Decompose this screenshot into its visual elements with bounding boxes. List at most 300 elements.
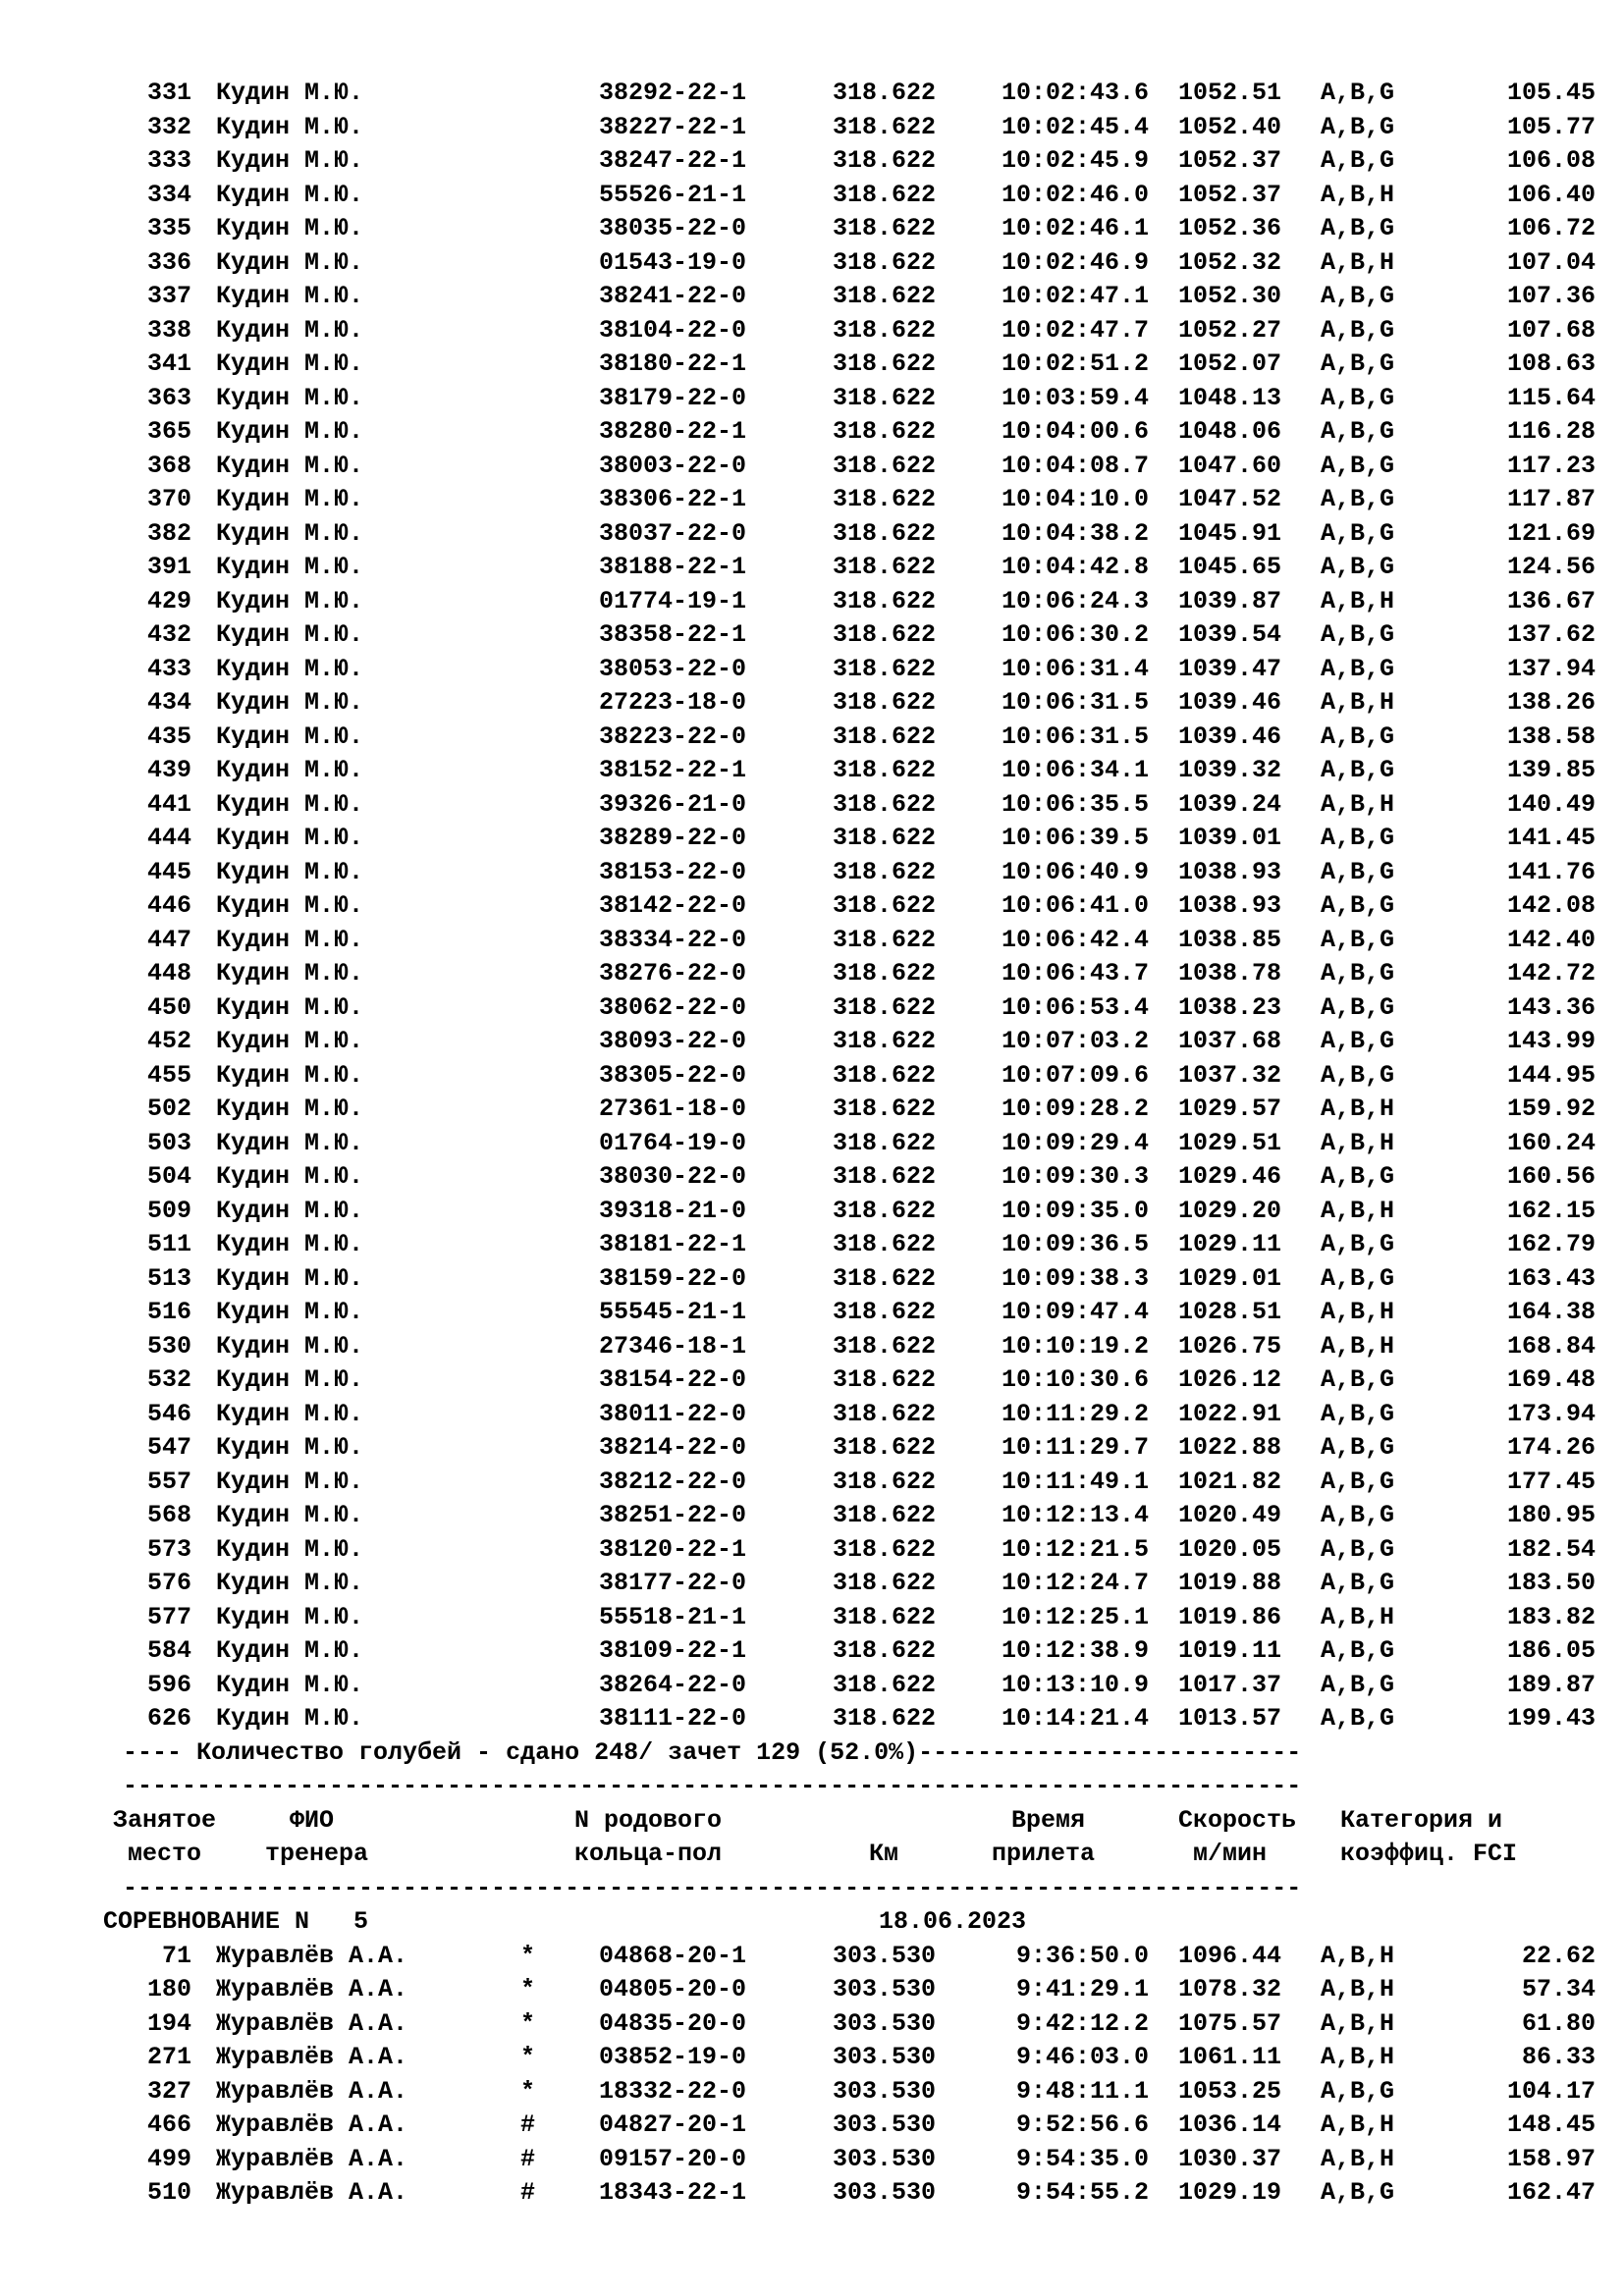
arrival-time: 10:09:47.4 [1001,1298,1149,1326]
place: 382 [146,518,191,548]
trainer-name: Журавлёв А.А. [216,2110,408,2139]
fci-coefficient: 107.04 [1506,247,1596,277]
column-header-row-1 [113,1804,1596,1839]
category: A,B,G [1321,1263,1395,1293]
category: A,B,G [1321,383,1395,412]
header-category: Категория и [1340,1805,1503,1835]
category: A,B,G [1321,214,1395,242]
table-row [123,1499,1596,1533]
distance: 318.622 [833,417,937,446]
distance: 318.622 [833,146,937,175]
table-row [123,1195,1596,1229]
place: 429 [146,586,191,615]
arrival-time: 10:03:59.4 [1001,383,1149,412]
arrival-time: 10:06:53.4 [1001,992,1149,1022]
speed: 1037.68 [1178,1027,1282,1055]
trainer-name: Кудин М.Ю. [216,1060,364,1090]
header-place-2: место [128,1840,202,1868]
category: A,B,G [1321,1636,1395,1665]
table-row [123,2007,1596,2042]
trainer-name: Кудин М.Ю. [216,1670,364,1699]
ring-number: 38142-22-0 [599,891,747,920]
ring-number: 27361-18-0 [599,1095,747,1123]
arrival-time: 10:11:49.1 [1001,1467,1149,1496]
header-ring: N родового [574,1805,723,1835]
table-row [123,111,1596,145]
place: 513 [146,1263,191,1293]
place: 180 [146,1975,191,2003]
table-row [123,788,1596,823]
ring-number: 38280-22-1 [599,417,747,446]
arrival-time: 9:48:11.1 [1015,2076,1149,2106]
distance: 318.622 [833,1196,937,1225]
distance: 318.622 [833,688,937,717]
table-row [123,754,1596,788]
ring-number: 01543-19-0 [599,247,747,277]
place: 334 [146,180,191,209]
distance: 318.622 [833,1027,937,1055]
fci-coefficient: 183.50 [1506,1569,1596,1597]
fci-coefficient: 159.92 [1506,1095,1596,1123]
place: 363 [146,383,191,412]
mark: * [520,2008,536,2038]
place: 332 [146,112,191,141]
place: 432 [146,620,191,649]
speed: 1048.06 [1178,417,1282,446]
category: A,B,G [1321,1467,1395,1496]
place: 435 [146,721,191,751]
category: A,B,H [1321,247,1395,277]
fci-coefficient: 180.95 [1506,1501,1596,1529]
ring-number: 38153-22-0 [599,857,747,886]
speed: 1039.87 [1178,586,1282,615]
fci-coefficient: 140.49 [1506,789,1596,819]
category: A,B,H [1321,1941,1395,1970]
ring-number: 04827-20-1 [599,2110,747,2139]
trainer-name: Кудин М.Ю. [216,654,364,683]
fci-coefficient: 104.17 [1506,2076,1596,2106]
distance: 318.622 [833,1128,937,1157]
fci-coefficient: 105.45 [1506,79,1596,107]
distance: 318.622 [833,315,937,345]
category: A,B,G [1321,146,1395,175]
table-row [123,1634,1596,1669]
distance: 318.622 [833,756,937,784]
distance: 303.530 [833,2178,937,2207]
speed: 1047.52 [1178,485,1282,513]
trainer-name: Кудин М.Ю. [216,1230,364,1258]
trainer-name: Кудин М.Ю. [216,824,364,852]
distance: 303.530 [833,2043,937,2071]
ring-number: 55545-21-1 [599,1298,747,1326]
speed: 1029.51 [1178,1128,1282,1157]
mark: # [520,2178,536,2207]
trainer-name: Кудин М.Ю. [216,1501,364,1529]
category: A,B,G [1321,1399,1395,1428]
speed: 1039.47 [1178,654,1282,683]
speed: 1039.01 [1178,824,1282,852]
ring-number: 04868-20-1 [599,1941,747,1970]
category: A,B,H [1321,2043,1395,2071]
mark: # [520,2110,536,2139]
speed: 1052.07 [1178,349,1282,378]
ring-number: 38306-22-1 [599,485,747,513]
table-row [123,1940,1596,1974]
fci-coefficient: 177.45 [1506,1467,1596,1496]
speed: 1020.05 [1178,1534,1282,1564]
distance: 303.530 [833,1941,937,1970]
place: 596 [146,1670,191,1699]
fci-coefficient: 106.40 [1506,180,1596,209]
category: A,B,G [1321,1027,1395,1055]
category: A,B,G [1321,282,1395,310]
table-row [123,585,1596,619]
trainer-name: Кудин М.Ю. [216,1704,364,1733]
speed: 1045.91 [1178,518,1282,548]
arrival-time: 10:02:43.6 [1001,79,1149,107]
fci-coefficient: 108.63 [1506,349,1596,378]
arrival-time: 10:02:47.7 [1001,315,1149,345]
distance: 318.622 [833,857,937,886]
speed: 1038.93 [1178,891,1282,920]
mark: * [520,1941,536,1970]
fci-coefficient: 160.56 [1506,1162,1596,1191]
distance: 318.622 [833,1433,937,1462]
table-row [123,415,1596,450]
category: A,B,G [1321,857,1395,886]
speed: 1038.85 [1178,925,1282,954]
place: 503 [146,1128,191,1157]
ring-number: 38111-22-0 [599,1704,747,1733]
category: A,B,G [1321,721,1395,751]
fci-coefficient: 143.99 [1506,1027,1596,1055]
competition-title: СОРЕВНОВАНИЕ N 5 [103,1907,369,1936]
speed: 1021.82 [1178,1467,1282,1496]
arrival-time: 10:09:35.0 [1001,1196,1149,1225]
trainer-name: Кудин М.Ю. [216,1263,364,1293]
category: A,B,G [1321,2076,1395,2106]
trainer-name: Кудин М.Ю. [216,553,364,581]
arrival-time: 10:02:45.9 [1001,146,1149,175]
speed: 1022.91 [1178,1399,1282,1428]
place: 439 [146,756,191,784]
speed: 1078.32 [1178,1975,1282,2003]
arrival-time: 10:02:46.9 [1001,247,1149,277]
speed: 1029.11 [1178,1230,1282,1258]
header-category-2: коэффиц. FCI [1340,1840,1518,1868]
ring-number: 38053-22-0 [599,654,747,683]
arrival-time: 10:12:13.4 [1001,1501,1149,1529]
distance: 318.622 [833,451,937,480]
category: A,B,G [1321,1060,1395,1090]
ring-number: 01774-19-1 [599,586,747,615]
category: A,B,G [1321,1230,1395,1258]
place: 365 [146,417,191,446]
trainer-name: Кудин М.Ю. [216,146,364,175]
ring-number: 38177-22-0 [599,1569,747,1597]
speed: 1052.30 [1178,282,1282,310]
ring-number: 38037-22-0 [599,518,747,548]
summary-line: ---- Количество голубей - сдано 248/ зачет 129 (52.0%)-------------------------- [123,1737,1302,1767]
place: 434 [146,688,191,717]
ring-number: 38035-22-0 [599,214,747,242]
ring-number: 27346-18-1 [599,1331,747,1361]
speed: 1052.40 [1178,112,1282,141]
ring-number: 38223-22-0 [599,721,747,751]
place: 327 [146,2076,191,2106]
fci-coefficient: 144.95 [1506,1060,1596,1090]
trainer-name: Журавлёв А.А. [216,1941,408,1970]
fci-coefficient: 141.76 [1506,857,1596,886]
ring-number: 38180-22-1 [599,349,747,378]
speed: 1026.12 [1178,1365,1282,1394]
table-row [123,212,1596,246]
place: 447 [146,925,191,954]
header-name: ФИО [290,1805,335,1835]
trainer-name: Кудин М.Ю. [216,1467,364,1496]
speed: 1019.88 [1178,1569,1282,1597]
ring-number: 38247-22-1 [599,146,747,175]
speed: 1029.19 [1178,2178,1282,2207]
trainer-name: Кудин М.Ю. [216,349,364,378]
fci-coefficient: 189.87 [1506,1670,1596,1699]
trainer-name: Кудин М.Ю. [216,214,364,242]
arrival-time: 10:06:34.1 [1001,756,1149,784]
table-row [123,1093,1596,1127]
category: A,B,H [1321,1196,1395,1225]
ring-number: 38276-22-0 [599,959,747,988]
ring-number: 55526-21-1 [599,180,747,209]
table-row [123,1601,1596,1635]
place: 577 [146,1602,191,1631]
trainer-name: Кудин М.Ю. [216,247,364,277]
table-row [123,2041,1596,2075]
distance: 318.622 [833,1162,937,1191]
speed: 1038.23 [1178,992,1282,1022]
table-row [123,2109,1596,2143]
trainer-name: Кудин М.Ю. [216,756,364,784]
header-time: Время [1011,1805,1086,1835]
fci-coefficient: 199.43 [1506,1704,1596,1733]
fci-coefficient: 182.54 [1506,1534,1596,1564]
place: 271 [146,2043,191,2071]
fci-coefficient: 142.72 [1506,959,1596,988]
distance: 318.622 [833,1704,937,1733]
ring-number: 38264-22-0 [599,1670,747,1699]
table-row [123,314,1596,348]
speed: 1013.57 [1178,1704,1282,1733]
table-row [123,144,1596,179]
arrival-time: 10:14:21.4 [1001,1704,1149,1733]
trainer-name: Кудин М.Ю. [216,1128,364,1157]
distance: 318.622 [833,1636,937,1665]
trainer-name: Кудин М.Ю. [216,383,364,412]
trainer-name: Кудин М.Ю. [216,891,364,920]
fci-coefficient: 57.34 [1521,1975,1596,2003]
ring-number: 38159-22-0 [599,1263,747,1293]
ring-number: 38251-22-0 [599,1501,747,1529]
category: A,B,G [1321,1365,1395,1394]
trainer-name: Кудин М.Ю. [216,282,364,310]
place: 338 [146,315,191,345]
category: A,B,G [1321,112,1395,141]
ring-number: 38214-22-0 [599,1433,747,1462]
category: A,B,H [1321,2110,1395,2139]
fci-coefficient: 86.33 [1521,2043,1596,2071]
category: A,B,G [1321,1433,1395,1462]
arrival-time: 10:06:31.5 [1001,688,1149,717]
ring-number: 38292-22-1 [599,79,747,107]
distance: 318.622 [833,1399,937,1428]
speed: 1052.37 [1178,180,1282,209]
arrival-time: 10:11:29.7 [1001,1433,1149,1462]
ring-number: 04835-20-0 [599,2008,747,2038]
ring-number: 38334-22-0 [599,925,747,954]
fci-coefficient: 124.56 [1506,553,1596,581]
table-row [123,1059,1596,1094]
place: 370 [146,485,191,513]
speed: 1039.46 [1178,721,1282,751]
header-time-2: прилета [992,1840,1096,1868]
speed: 1017.37 [1178,1670,1282,1699]
fci-coefficient: 174.26 [1506,1433,1596,1462]
arrival-time: 9:36:50.0 [1015,1941,1149,1970]
distance: 318.622 [833,959,937,988]
table-row [123,1567,1596,1601]
table-row [123,1431,1596,1466]
category: A,B,G [1321,756,1395,784]
table-row [123,856,1596,890]
category: A,B,G [1321,891,1395,920]
distance: 318.622 [833,1060,937,1090]
arrival-time: 10:12:24.7 [1001,1569,1149,1597]
speed: 1019.86 [1178,1602,1282,1631]
ring-number: 55518-21-1 [599,1602,747,1631]
trainer-name: Журавлёв А.А. [216,2008,408,2038]
fci-coefficient: 160.24 [1506,1128,1596,1157]
trainer-name: Кудин М.Ю. [216,688,364,717]
table-row [123,1127,1596,1161]
ring-number: 04805-20-0 [599,1975,747,2003]
speed: 1029.20 [1178,1196,1282,1225]
mark: * [520,1975,536,2003]
distance: 318.622 [833,1467,937,1496]
place: 573 [146,1534,191,1564]
ring-number: 38093-22-0 [599,1027,747,1055]
category: A,B,G [1321,959,1395,988]
category: A,B,G [1321,2178,1395,2207]
category: A,B,G [1321,417,1395,446]
trainer-name: Кудин М.Ю. [216,1602,364,1631]
fci-coefficient: 115.64 [1506,383,1596,412]
arrival-time: 10:06:41.0 [1001,891,1149,920]
fci-coefficient: 138.26 [1506,688,1596,717]
fci-coefficient: 105.77 [1506,112,1596,141]
distance: 318.622 [833,824,937,852]
category: A,B,G [1321,824,1395,852]
distance: 303.530 [833,2008,937,2038]
arrival-time: 10:04:08.7 [1001,451,1149,480]
arrival-time: 10:09:29.4 [1001,1128,1149,1157]
ring-number: 38358-22-1 [599,620,747,649]
fci-coefficient: 137.62 [1506,620,1596,649]
distance: 318.622 [833,1569,937,1597]
fci-coefficient: 142.40 [1506,925,1596,954]
ring-number: 38227-22-1 [599,112,747,141]
speed: 1028.51 [1178,1298,1282,1326]
ring-number: 18332-22-0 [599,2076,747,2106]
category: A,B,H [1321,688,1395,717]
arrival-time: 10:07:03.2 [1001,1027,1149,1055]
table-row [123,1330,1596,1364]
trainer-name: Кудин М.Ю. [216,485,364,513]
place: 450 [146,992,191,1022]
place: 511 [146,1230,191,1258]
arrival-time: 10:12:25.1 [1001,1602,1149,1631]
ring-number: 38241-22-0 [599,282,747,310]
speed: 1052.32 [1178,247,1282,277]
place: 568 [146,1501,191,1529]
trainer-name: Кудин М.Ю. [216,857,364,886]
header-place: Занятое [113,1805,217,1835]
ring-number: 39326-21-0 [599,789,747,819]
trainer-name: Кудин М.Ю. [216,1331,364,1361]
trainer-name: Журавлёв А.А. [216,2144,408,2173]
column-header-row-2 [123,1838,1596,1872]
place: 509 [146,1196,191,1225]
ring-number: 38030-22-0 [599,1162,747,1191]
fci-coefficient: 136.67 [1506,586,1596,615]
fci-coefficient: 117.87 [1506,485,1596,513]
place: 433 [146,654,191,683]
place: 444 [146,824,191,852]
distance: 318.622 [833,1331,937,1361]
table-row [123,551,1596,585]
table-row [123,1296,1596,1330]
category: A,B,G [1321,1501,1395,1529]
results-table-zhuravlev [123,1940,1596,2211]
place: 504 [146,1162,191,1191]
fci-coefficient: 116.28 [1506,417,1596,446]
distance: 318.622 [833,112,937,141]
table-row [123,991,1596,1026]
table-row [123,686,1596,721]
table-row [123,1228,1596,1262]
separator-line-2: -------------------------------------------------------------------------------- [123,1873,1302,1902]
place: 547 [146,1433,191,1462]
ring-number: 38154-22-0 [599,1365,747,1394]
category: A,B,H [1321,789,1395,819]
trainer-name: Кудин М.Ю. [216,1399,364,1428]
mark: * [520,2043,536,2071]
arrival-time: 10:12:21.5 [1001,1534,1149,1564]
category: A,B,H [1321,1331,1395,1361]
table-row [123,382,1596,416]
fci-coefficient: 138.58 [1506,721,1596,751]
arrival-time: 9:41:29.1 [1015,1975,1149,2003]
trainer-name: Кудин М.Ю. [216,1365,364,1394]
place: 337 [146,282,191,310]
ring-number: 38003-22-0 [599,451,747,480]
trainer-name: Журавлёв А.А. [216,1975,408,2003]
table-row [123,1533,1596,1568]
fci-coefficient: 22.62 [1521,1941,1596,1970]
category: A,B,H [1321,1128,1395,1157]
speed: 1039.32 [1178,756,1282,784]
fci-coefficient: 164.38 [1506,1298,1596,1326]
table-row [123,822,1596,856]
trainer-name: Кудин М.Ю. [216,959,364,988]
